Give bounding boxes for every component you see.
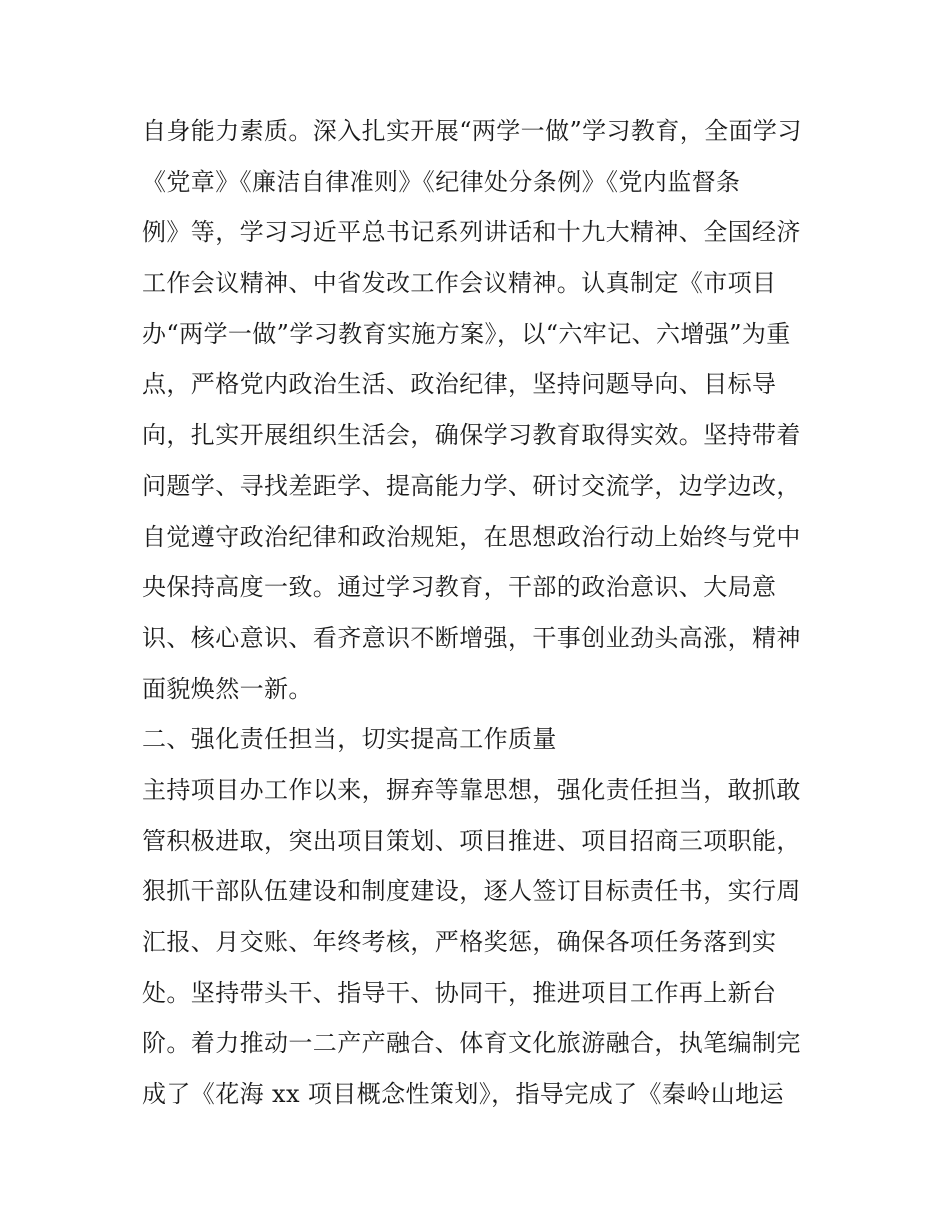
text-line: 办“两学一做”学习教育实施方案》，以“六牢记、六增强”为重: [142, 319, 791, 348]
text-line: 汇报、月交账、年终考核，严格奖惩，确保各项任务落到实: [142, 928, 777, 956]
text-line: 工作会议精神、中省发改工作会议精神。认真制定《市项目: [142, 269, 777, 298]
text-line: 自觉遵守政治纪律和政治规矩，在思想政治行动上始终与党中: [142, 522, 801, 551]
text-line: 问题学、寻找差距学、提高能力学、研讨交流学，边学边改，: [142, 471, 801, 500]
section-heading: 二、强化责任担当，切实提高工作质量: [142, 725, 557, 754]
text-line: 识、核心意识、看齐意识不断增强，干事创业劲头高涨，精神: [142, 623, 801, 652]
text-line: 主持项目办工作以来，摒弃等靠思想，强化责任担当，敢抓敢: [142, 775, 801, 804]
text-line: 管积极进取，突出项目策划、项目推进、项目招商三项职能，: [142, 826, 801, 855]
text-line: 央保持高度一致。通过学习教育，干部的政治意识、大局意: [142, 573, 777, 602]
text-line: 成了《花海 xx 项目概念性策划》，指导完成了《秦岭山地运: [142, 1080, 784, 1109]
text-line: 点，严格党内政治生活、政治纪律，坚持问题导向、目标导: [142, 370, 777, 399]
text-line: 自身能力素质。深入扎实开展“两学一做”学习教育，全面学习: [142, 117, 802, 145]
text-line: 阶。着力推动一二产产融合、体育文化旅游融合，执笔编制完: [142, 1029, 801, 1058]
text-line: 《党章》《廉洁自律准则》《纪律处分条例》《党内监督条: [142, 167, 741, 196]
text-line: 处。坚持带头干、指导干、协同干，推进项目工作再上新台: [142, 978, 777, 1007]
document-body: [142, 106, 842, 1120]
text-line: 狠抓干部队伍建设和制度建设，逐人签订目标责任书，实行周: [142, 877, 801, 906]
text-line: 例》等，学习习近平总书记系列讲话和十九大精神、全国经济: [142, 218, 801, 247]
text-line: 向，扎实开展组织生活会，确保学习教育取得实效。坚持带着: [142, 421, 801, 450]
text-line: 面貌焕然一新。: [142, 674, 313, 703]
